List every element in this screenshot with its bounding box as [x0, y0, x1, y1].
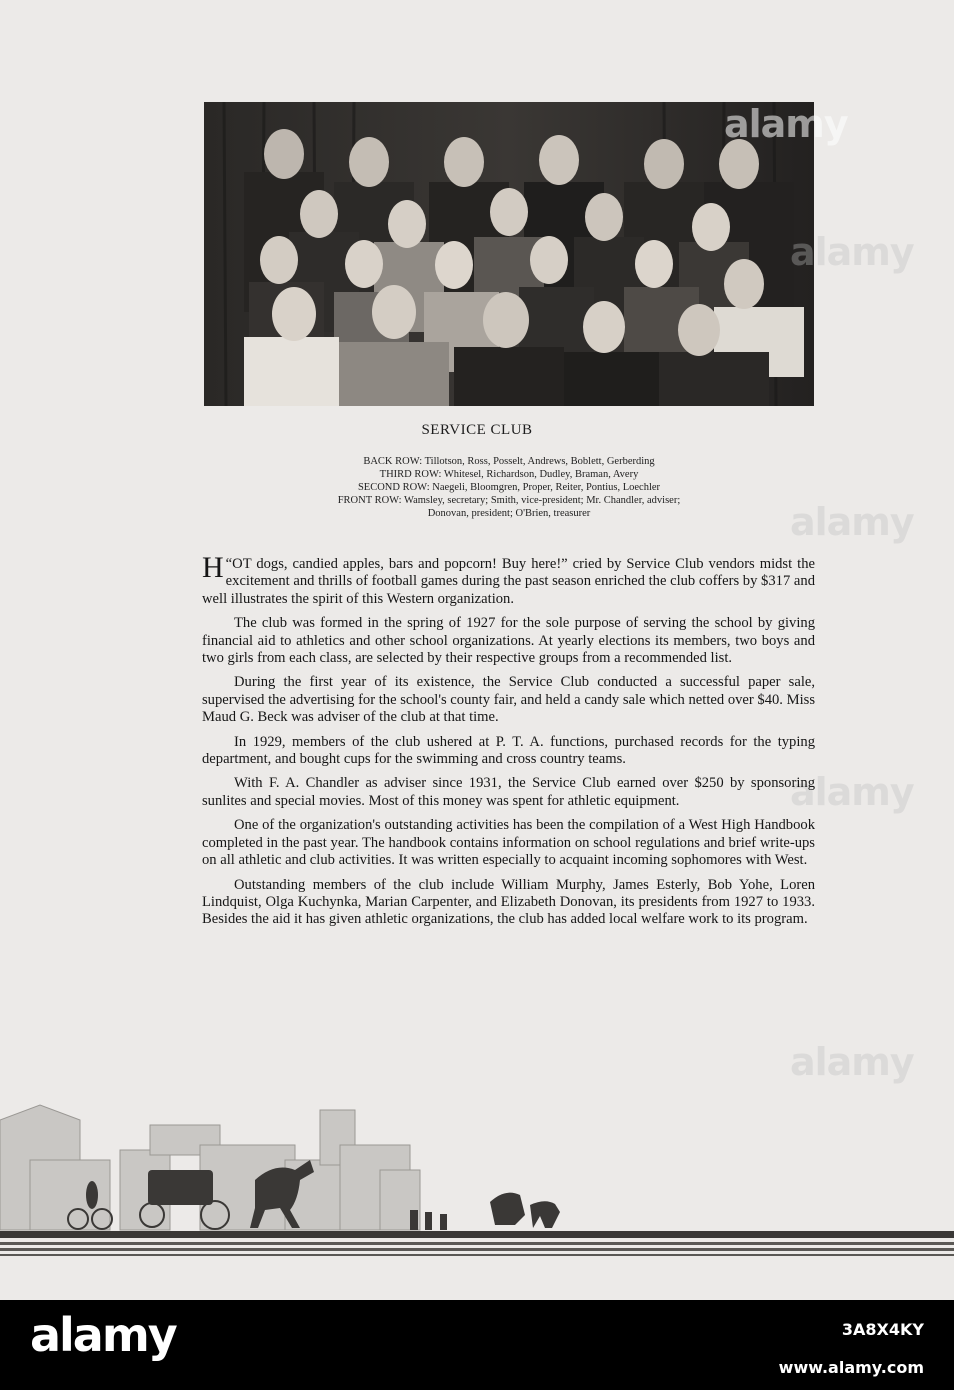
- image-id: 3A8X4KY: [841, 1320, 924, 1339]
- caption-second-row: SECOND ROW: Naegeli, Bloomgren, Proper, Reiter, Pontius, Loechler: [357, 482, 661, 493]
- alamy-watermark-right-1: alamy: [790, 230, 914, 274]
- alamy-watermark-right-2: alamy: [790, 500, 914, 544]
- street-scene-illustration: [0, 1100, 954, 1270]
- paragraph-2: The club was formed in the spring of 1927 for the sole purpose of serving the school by giving financial aid to athletics and other school organizations. At yearly elections its members, two boys and two girls from each class, are selected by their respective groups from a recommended list.: [202, 615, 815, 667]
- paragraph-5: With F. A. Chandler as adviser since 1931, the Service Club earned over $250 by sponsoring sunlites and special movies. Most of this money was spent for athletic equipment.: [202, 775, 815, 809]
- group-photo-figures: [204, 102, 814, 406]
- paragraph-1-text: OT dogs, candied apples, bars and popcorn! Buy here!” cried by Service Club vendors midst the excitement and thrills of football games during the past season enriched the club coffers by $317 and well illustrates the spirit of this Western organization.: [202, 556, 815, 607]
- photo-caption: [230, 455, 788, 520]
- club-title: SERVICE CLUB: [421, 422, 533, 438]
- caption-front-row-2: Donovan, president; O'Brien, treasurer: [427, 508, 591, 519]
- drop-cap: H: [202, 551, 224, 584]
- club-group-photo: [204, 102, 848, 406]
- alamy-logo: alamy: [30, 1308, 176, 1362]
- paragraph-1: [202, 551, 815, 608]
- alamy-watermark-right-3: alamy: [790, 770, 914, 814]
- caption-front-row-1: FRONT ROW: Wamsley, secretary; Smith, vice-president; Mr. Chandler, adviser;: [337, 495, 681, 506]
- caption-back-row: BACK ROW: Tillotson, Ross, Posselt, Andrews, Boblett, Gerberding: [363, 456, 655, 467]
- paragraph-3: During the first year of its existence, the Service Club conducted a successful paper sale, supervised the advertising for the school's county fair, and held a candy sale which netted over $40. Miss Maud G. Beck was adviser of the club at that time.: [202, 674, 815, 726]
- paragraph-7: Outstanding members of the club include William Murphy, James Esterly, Bob Yohe, Loren Lindquist, Olga Kuchynka, Marian Carpenter, and Elizabeth Donovan, its presidents from 1927 to 1933. Besides the aid it has given athletic organizations, the club has added local welfare work to its program.: [202, 876, 815, 928]
- article-body: [202, 551, 815, 936]
- alamy-watermark-right-4: alamy: [790, 1040, 914, 1084]
- site-url: www.alamy.com: [778, 1358, 924, 1377]
- paragraph-6: One of the organization's outstanding activities has been the compilation of a West High Handbook completed in the past year. The handbook contains information on school regulations and brief write-ups on all athletic and club activities. It was written especially to acquaint incoming sophomores with West.: [202, 817, 815, 869]
- alamy-watermark-photo: alamy: [724, 102, 848, 146]
- caption-third-row: THIRD ROW: Whitesel, Richardson, Dudley, Braman, Avery: [379, 469, 639, 480]
- opening-quote: “: [225, 556, 233, 572]
- paragraph-4: In 1929, members of the club ushered at P. T. A. functions, purchased records for the typing department, and bought cups for the swimming and cross country teams.: [202, 733, 815, 768]
